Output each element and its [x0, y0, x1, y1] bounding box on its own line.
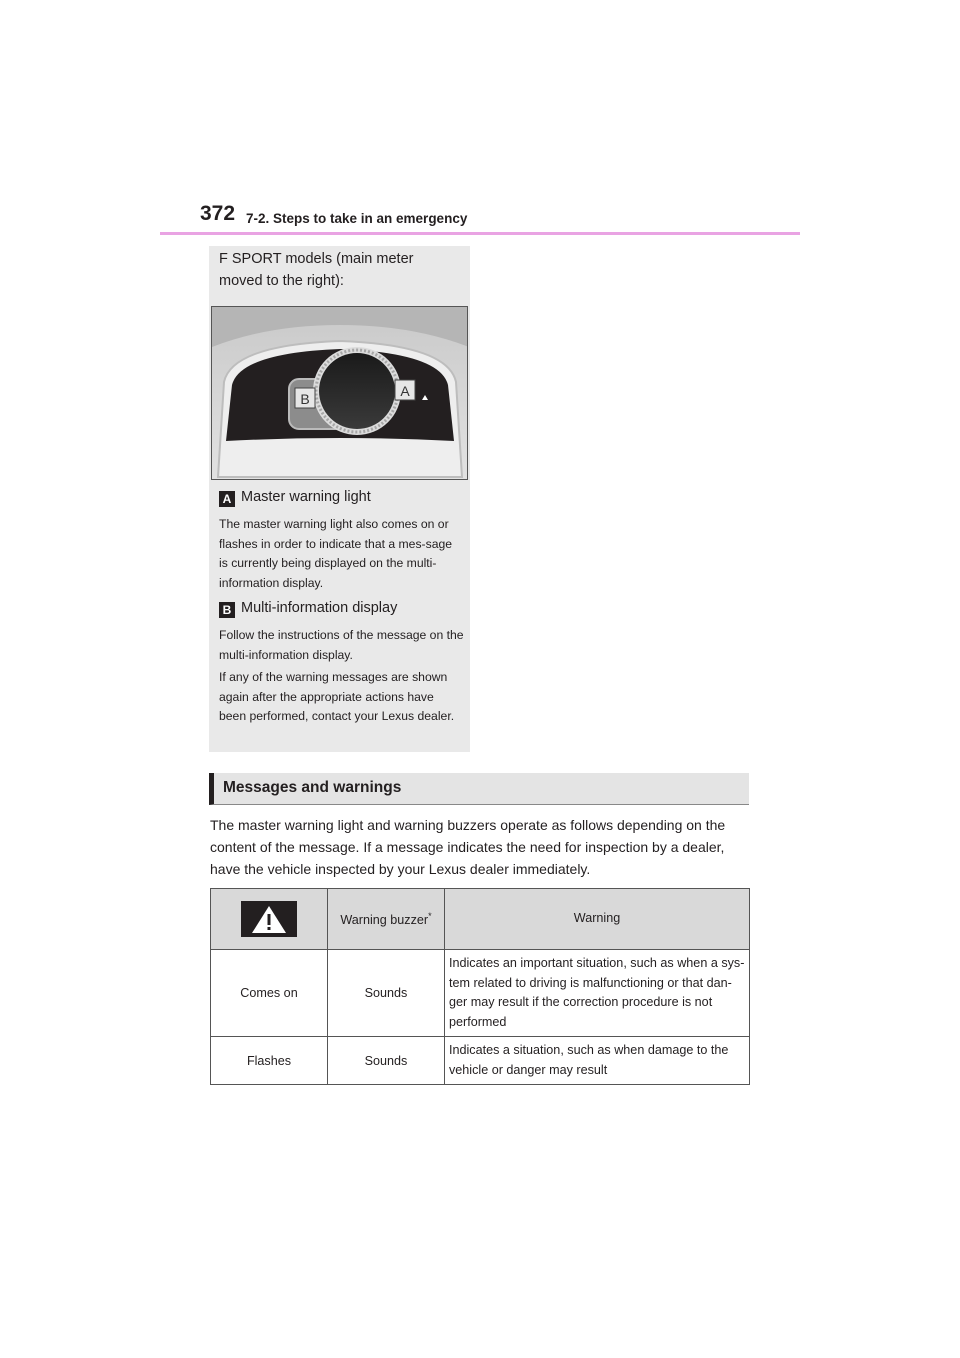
table-header-row: [211, 889, 750, 950]
messages-heading-text: Messages and warnings: [223, 779, 402, 796]
callout-badge-a: A: [219, 491, 235, 507]
section-title: 7-2. Steps to take in an emergency: [246, 211, 468, 226]
multi-information-display-description: Follow the instructions of the message on the multi-information display.: [219, 628, 464, 662]
figure-label-a: A: [400, 383, 410, 399]
meter-illustration: [212, 307, 468, 480]
light-cell: Flashes: [211, 1037, 328, 1085]
page-number: 372: [200, 202, 236, 225]
meter-figure: [211, 306, 468, 480]
multi-information-display-note: If any of the warning messages are shown again after the appropriate actions have been performed, contact your Lexus dealer.: [219, 670, 455, 723]
table-row: [211, 1037, 750, 1085]
footnote-mark: *: [428, 910, 432, 921]
master-warning-light-description: The master warning light also comes on or flashes in order to indicate that a mes-sage is currently being displayed on the multi-information display.: [219, 517, 453, 590]
light-cell: Comes on: [211, 950, 328, 1037]
messages-intro: The master warning light and warning buzzers operate as follows depending on the content of the message. If a message indicates the need for inspection by a dealer, have the vehicle inspected by your Lexus dealer immediately.: [210, 817, 726, 877]
header-warning-cell: Warning: [445, 889, 750, 950]
multi-information-display-title: Multi-information display: [241, 600, 398, 616]
buzzer-cell: Sounds: [328, 1037, 445, 1085]
header-rule: [160, 232, 800, 235]
callout-badge-b: B: [219, 602, 235, 618]
master-warning-icon: [241, 901, 297, 937]
header-buzzer-text: Warning buzzer: [340, 913, 429, 928]
buzzer-cell: Sounds: [328, 950, 445, 1037]
header-buzzer-cell: [328, 889, 445, 950]
warning-cell: Indicates an important situation, such as when a sys-tem related to driving is malfunctioning or that dan-ger may result if the correction procedure is not performed: [445, 950, 750, 1037]
master-warning-icon-box: [241, 901, 297, 937]
header-master-warning-cell: [211, 889, 328, 950]
panel-heading: F SPORT models (main meter moved to the right):: [219, 251, 414, 289]
messages-heading: [209, 773, 749, 805]
figure-label-b: B: [300, 391, 310, 407]
warning-cell: Indicates a situation, such as when damage to the vehicle or danger may result: [445, 1037, 750, 1085]
table-row: [211, 950, 750, 1037]
warning-table: [210, 888, 750, 1085]
master-warning-light-title: Master warning light: [241, 489, 371, 505]
